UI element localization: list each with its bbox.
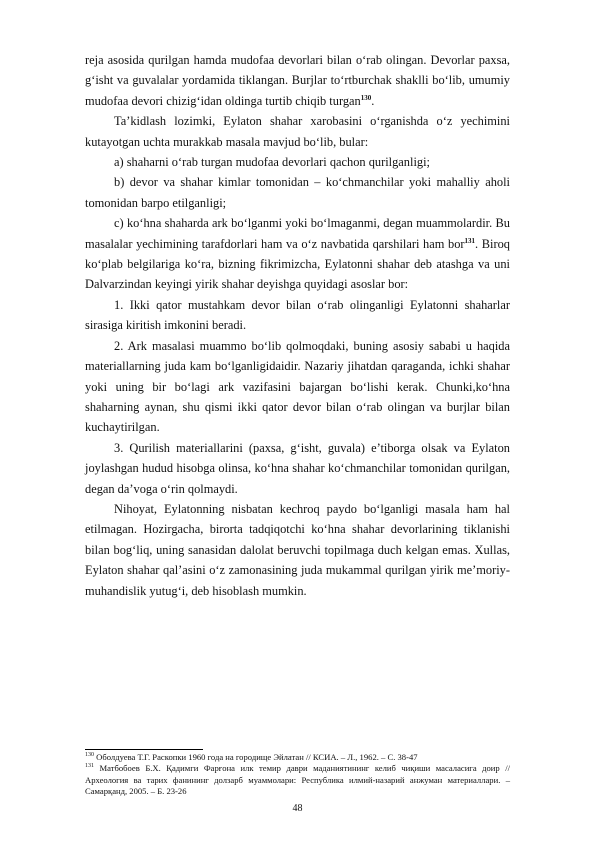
paragraph-text: . Biroq ko‘plab belgilariga ko‘ra, bizning fikrimizcha, Eylatonni shahar deb atashga va uni Dalvarzindan keyingi yirik shahar deyishga quyidagi asoslar bor:	[85, 236, 510, 292]
paragraph-2: Ta’kidlash lozimki, Eylaton shahar xarobasini o‘rganishda o‘z yechimini kutayotgan uchta murakkab masala mavjud bo‘lib, bular:	[85, 114, 510, 149]
document-body	[85, 50, 510, 601]
paragraph-conclusion: Nihoyat, Eylatonning nisbatan kechroq paydo bo‘lganligi masala ham hal etilmagan. Hozirgacha, birorta tadqiqotchi ko‘hna shahar devorlarining tiklanishi bilan bog‘liq, uning sanasidan dalolat beruvchi topilmaga duch kelgan emas. Xullas, Eylaton shahar qal’asini o‘z zamonasining juda mukammal qurilgan yirik me’moriy-muhandislik yutug‘i, deb hisoblash mumkin.	[85, 501, 510, 598]
footnote-ref[interactable]: 131	[464, 236, 476, 245]
footnotes	[85, 752, 510, 798]
paragraph-text: c) ko‘hna shaharda ark bo‘lganmi yoki bo‘lmaganmi, degan muammolardir. Bu masalalar yechimining tarafdorlari ham va o‘z navbatida qarshilari ham bor	[85, 216, 510, 251]
footnote-ref[interactable]: 130	[360, 93, 372, 102]
numbered-item-2: 2. Ark masalasi muammo bo‘lib qolmoqdaki, buning asosiy sababi u haqida materiallarning juda kam bo‘lganligidaidir. Nazariy jihatdan qaraganda, ichki shahar yoki uning bir bo‘lagi ark vazifasini bajargan bo‘lishi kerak. Chunki,ko‘hna shaharning aynan, shu qismi ikki qator devor bilan o‘rab olingan va burjlar bilan kuchaytirilgan.	[85, 338, 510, 435]
paragraph-text: .	[371, 93, 375, 108]
paragraph-text: reja asosida qurilgan hamda mudofaa devorlari bilan o‘rab olingan. Devorlar paxsa, g‘isht va guvalalar yordamida tiklangan. Burjlar to‘rtburchak shaklli bo‘lib, umumiy mudofaa devori chizig‘idan oldinga turtib chiqib turgan	[85, 53, 510, 108]
numbered-item-3: 3. Qurilish materiallarini (paxsa, g‘isht, guvala) e’tiborga olsak va Eylaton joylashgan hudud hisobga olinsa, ko‘hna shahar ko‘chmanchilar tomonidan qurilgan, degan da’voga o‘rin qolmaydi.	[85, 440, 510, 496]
list-item-b: b) devor va shahar kimlar tomonidan – ko‘chmanchilar yoki mahalliy aholi tomonidan barpo etilganligi;	[85, 175, 510, 210]
numbered-item-1: 1. Ikki qator mustahkam devor bilan o‘rab olinganligi Eylatonni shaharlar sirasiga kiritish imkonini beradi.	[85, 297, 510, 333]
footnote-text: Оболдуева Т.Г. Раскопки 1960 года на городище Эйлатан // КСИА. – Л., 1962. – С. 38-47	[94, 752, 418, 762]
footnote-number: 130	[85, 752, 94, 759]
page-number: 48	[292, 803, 303, 814]
footnote-number: 131	[85, 763, 94, 770]
footnote-divider	[85, 749, 203, 750]
paragraph-1	[85, 50, 510, 111]
list-item-c	[85, 213, 510, 295]
list-item-a: a) shaharni o‘rab turgan mudofaa devorlari qachon qurilganligi;	[114, 155, 430, 170]
footnote-text: Матбобоев Б.Х. Қадимги Фарғона илк темир даври маданиятининг келиб чиқиши масаласига доир // Археология ва тарих фанининг долзарб муаммолари: Республика илмий-назарий анжуман материаллари. – Самарқанд, 2005. – Б. 23-26	[85, 763, 510, 797]
footnote-131	[85, 763, 510, 797]
footnote-130	[85, 752, 510, 763]
